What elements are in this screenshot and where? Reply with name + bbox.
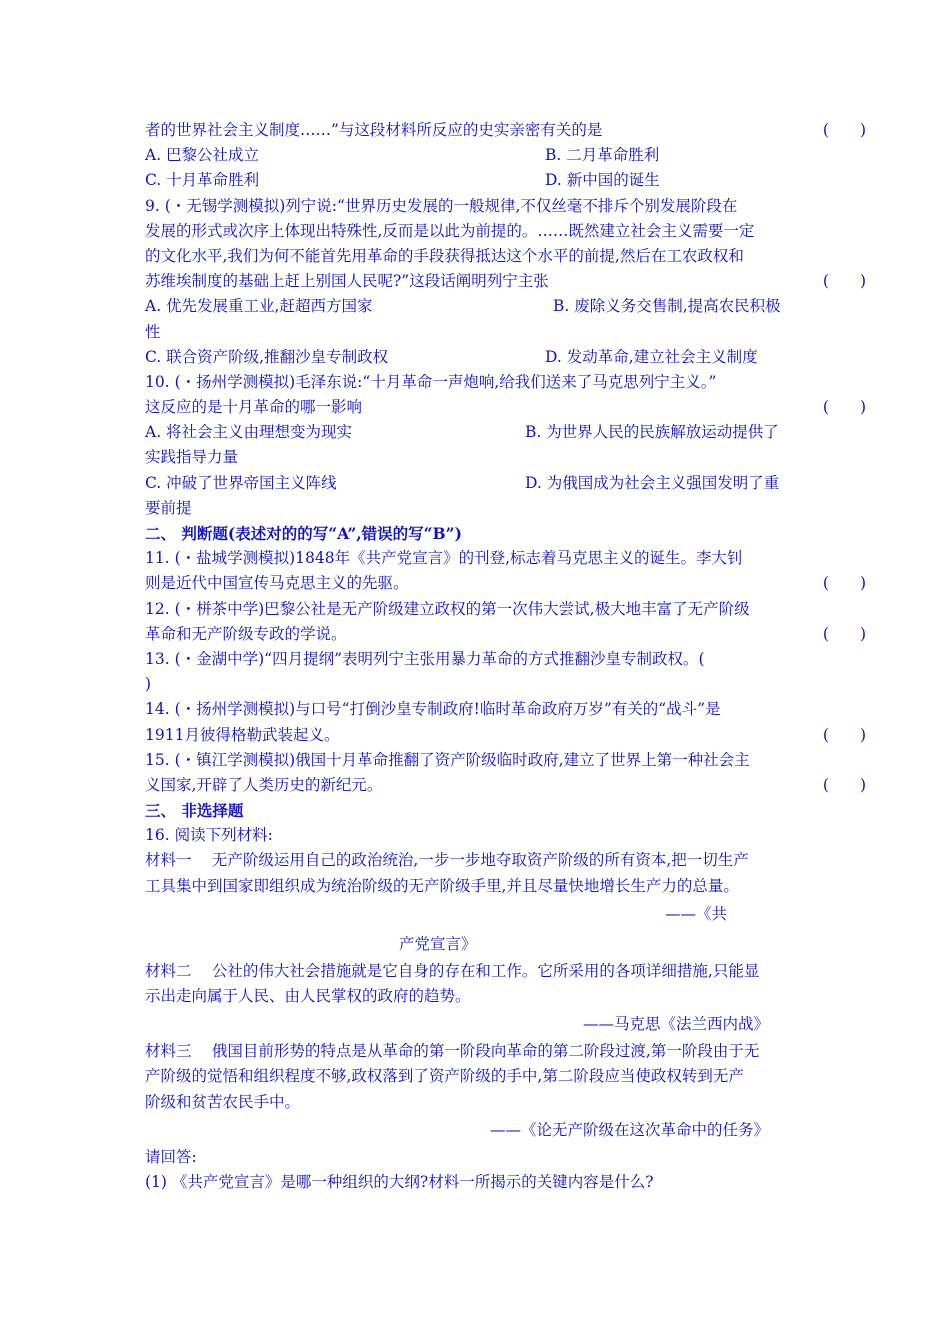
q11-stem-end: 则是近代中国宣传马克思主义的先驱。 <box>145 574 409 593</box>
material-2-line: 示出走向属于人民、由人民掌权的政府的趋势。 <box>145 987 471 1005</box>
material-1-line: 工具集中到国家即组织成为统治阶级的无产阶级手里,并且尽量快地增长生产力的总量。 <box>145 876 739 895</box>
material-3-source <box>145 1115 870 1145</box>
q12-line: 12. (・栟茶中学)巴黎公社是无产阶级建立政权的第一次伟大尝试,极大地丰富了无产阶级 <box>145 599 750 618</box>
material-3-line: 产阶级的觉悟和组织程度不够,政权落到了资产阶级的手中,第二阶段应当使政权转到无产 <box>145 1067 744 1086</box>
material-1-source-a-text: ——《共 <box>665 904 728 923</box>
q11-line: 11. (・盐城学测模拟)1848年《共产党宣言》的刊登,标志着马克思主义的诞生。李大钊 <box>145 549 743 568</box>
q8-stem-text: 者的世界社会主义制度……”与这段材料所反应的史实亲密有关的是 <box>145 121 603 139</box>
q9-line: 的文化水平,我们为何不能首先用革命的手段获得抵达这个水平的前提,然后在工农政权和 <box>145 246 744 265</box>
q11-answer-bracket: ( ) <box>822 574 866 593</box>
q8-answer-bracket: ( ) <box>822 121 866 139</box>
q15-line-last <box>145 773 870 798</box>
q16-sub-question-1: (1) 《共产党宣言》是哪一种组织的大纲?材料一所揭示的关键内容是什么? <box>145 1172 654 1191</box>
q10-option-c: C. 冲破了世界帝国主义阵线 <box>145 473 337 492</box>
q9-option-d: D. 发动革命,建立社会主义制度 <box>545 347 758 366</box>
q16-intro: 16. 阅读下列材料: <box>145 826 273 845</box>
q10-option-b: B. 为世界人民的民族解放运动提供了 <box>525 423 779 442</box>
q14-answer-bracket: ( ) <box>822 725 866 744</box>
material-3-line: 材料三 俄国目前形势的特点是从革命的第一阶段向革命的第二阶段过渡,第一阶段由于无 <box>145 1042 760 1061</box>
q9-answer-bracket: ( ) <box>822 272 866 291</box>
material-2-line: 材料二 公社的伟大社会措施就是它自身的存在和工作。它所采用的各项详细措施,只能显 <box>145 961 760 980</box>
material-1-source-a <box>145 899 870 929</box>
q10-option-d: D. 为俄国成为社会主义强国发明了重 <box>525 473 780 492</box>
material-3-source-text: ——《论无产阶级在这次革命中的任务》 <box>490 1120 770 1139</box>
q13-line: 13. (・金湖中学)“四月提纲”表明列宁主张用暴力革命的方式推翻沙皇专制政权。( <box>145 649 705 668</box>
q12-answer-bracket: ( ) <box>822 624 866 643</box>
material-1-source-b-text: 产党宣言》 <box>399 934 477 953</box>
q9-option-c: C. 联合资产阶级,推翻沙皇专制政权 <box>145 347 389 366</box>
q14-line-last <box>145 723 870 748</box>
q9-line: 9. (・无锡学测模拟)列宁说:“世界历史发展的一般规律,不仅丝毫不排斥个别发展阶段在 <box>145 196 738 215</box>
q13-line-last: ) <box>145 675 152 694</box>
material-3-line: 阶级和贫苦农民手中。 <box>145 1092 301 1111</box>
material-2-source-text: ——马克思《法兰西内战》 <box>583 1015 770 1034</box>
q8-option-a: A. 巴黎公社成立 <box>145 146 260 165</box>
q9-options-row2 <box>145 345 870 370</box>
q9-option-b-cont: 性 <box>145 322 161 341</box>
q8-option-d: D. 新中国的诞生 <box>545 171 660 190</box>
q15-answer-bracket: ( ) <box>822 775 866 794</box>
q8-stem <box>145 118 870 143</box>
q11-line-last <box>145 571 870 596</box>
material-2-source <box>145 1009 870 1039</box>
q10-answer-bracket: ( ) <box>822 398 866 417</box>
q14-stem-end: 1911月彼得格勒武装起义。 <box>145 725 340 744</box>
q10-line: 10. (・扬州学测模拟)毛泽东说:“十月革命一声炮响,给我们送来了马克思列宁主义。” <box>145 372 717 391</box>
q10-line-last <box>145 395 870 420</box>
q10-options-row1 <box>145 420 870 445</box>
q8-options-row2 <box>145 168 870 193</box>
q9-option-a: A. 优先发展重工业,赶超西方国家 <box>145 297 373 316</box>
q15-stem-end: 义国家,开辟了人类历史的新纪元。 <box>145 775 383 794</box>
q9-line-last <box>145 269 870 294</box>
q8-option-b: B. 二月革命胜利 <box>545 146 660 165</box>
q10-option-a: A. 将社会主义由理想变为现实 <box>145 423 353 442</box>
answer-prompt: 请回答: <box>145 1147 197 1166</box>
q15-line: 15. (・镇江学测模拟)俄国十月革命推翻了资产阶级临时政府,建立了世界上第一种社会主 <box>145 750 750 769</box>
q10-stem-end: 这反应的是十月革命的哪一影响 <box>145 398 363 417</box>
q10-option-d-cont: 要前提 <box>145 498 192 517</box>
q9-line: 发展的形式或次序上体现出特殊性,反而是以此为前提的。……既然建立社会主义需要一定 <box>145 221 755 240</box>
section-3-heading: 三、 非选择题 <box>145 801 244 821</box>
q9-options-row1 <box>145 294 870 319</box>
exam-page <box>145 118 870 1195</box>
q10-options-row2 <box>145 471 870 496</box>
q9-stem-end: 苏维埃制度的基础上赶上别国人民呢?”这段话阐明列宁主张 <box>145 272 549 291</box>
q12-stem-end: 革命和无产阶级专政的学说。 <box>145 624 347 643</box>
q14-line: 14. (・扬州学测模拟)与口号“打倒沙皇专制政府!临时革命政府万岁”有关的“战斗”是 <box>145 700 721 719</box>
material-1-source-b <box>145 929 870 959</box>
q8-options-row1 <box>145 143 870 168</box>
q8-option-c: C. 十月革命胜利 <box>145 171 260 190</box>
material-1-line: 材料一 无产阶级运用自己的政治统治,一步一步地夺取资产阶级的所有资本,把一切生产 <box>145 851 749 870</box>
section-2-heading: 二、 判断题(表述对的的写“A”,错误的写“B”) <box>145 524 462 543</box>
q9-option-b: B. 废除义务交售制,提高农民积极 <box>553 297 781 316</box>
q12-line-last <box>145 622 870 647</box>
q10-option-b-cont: 实践指导力量 <box>145 448 239 467</box>
